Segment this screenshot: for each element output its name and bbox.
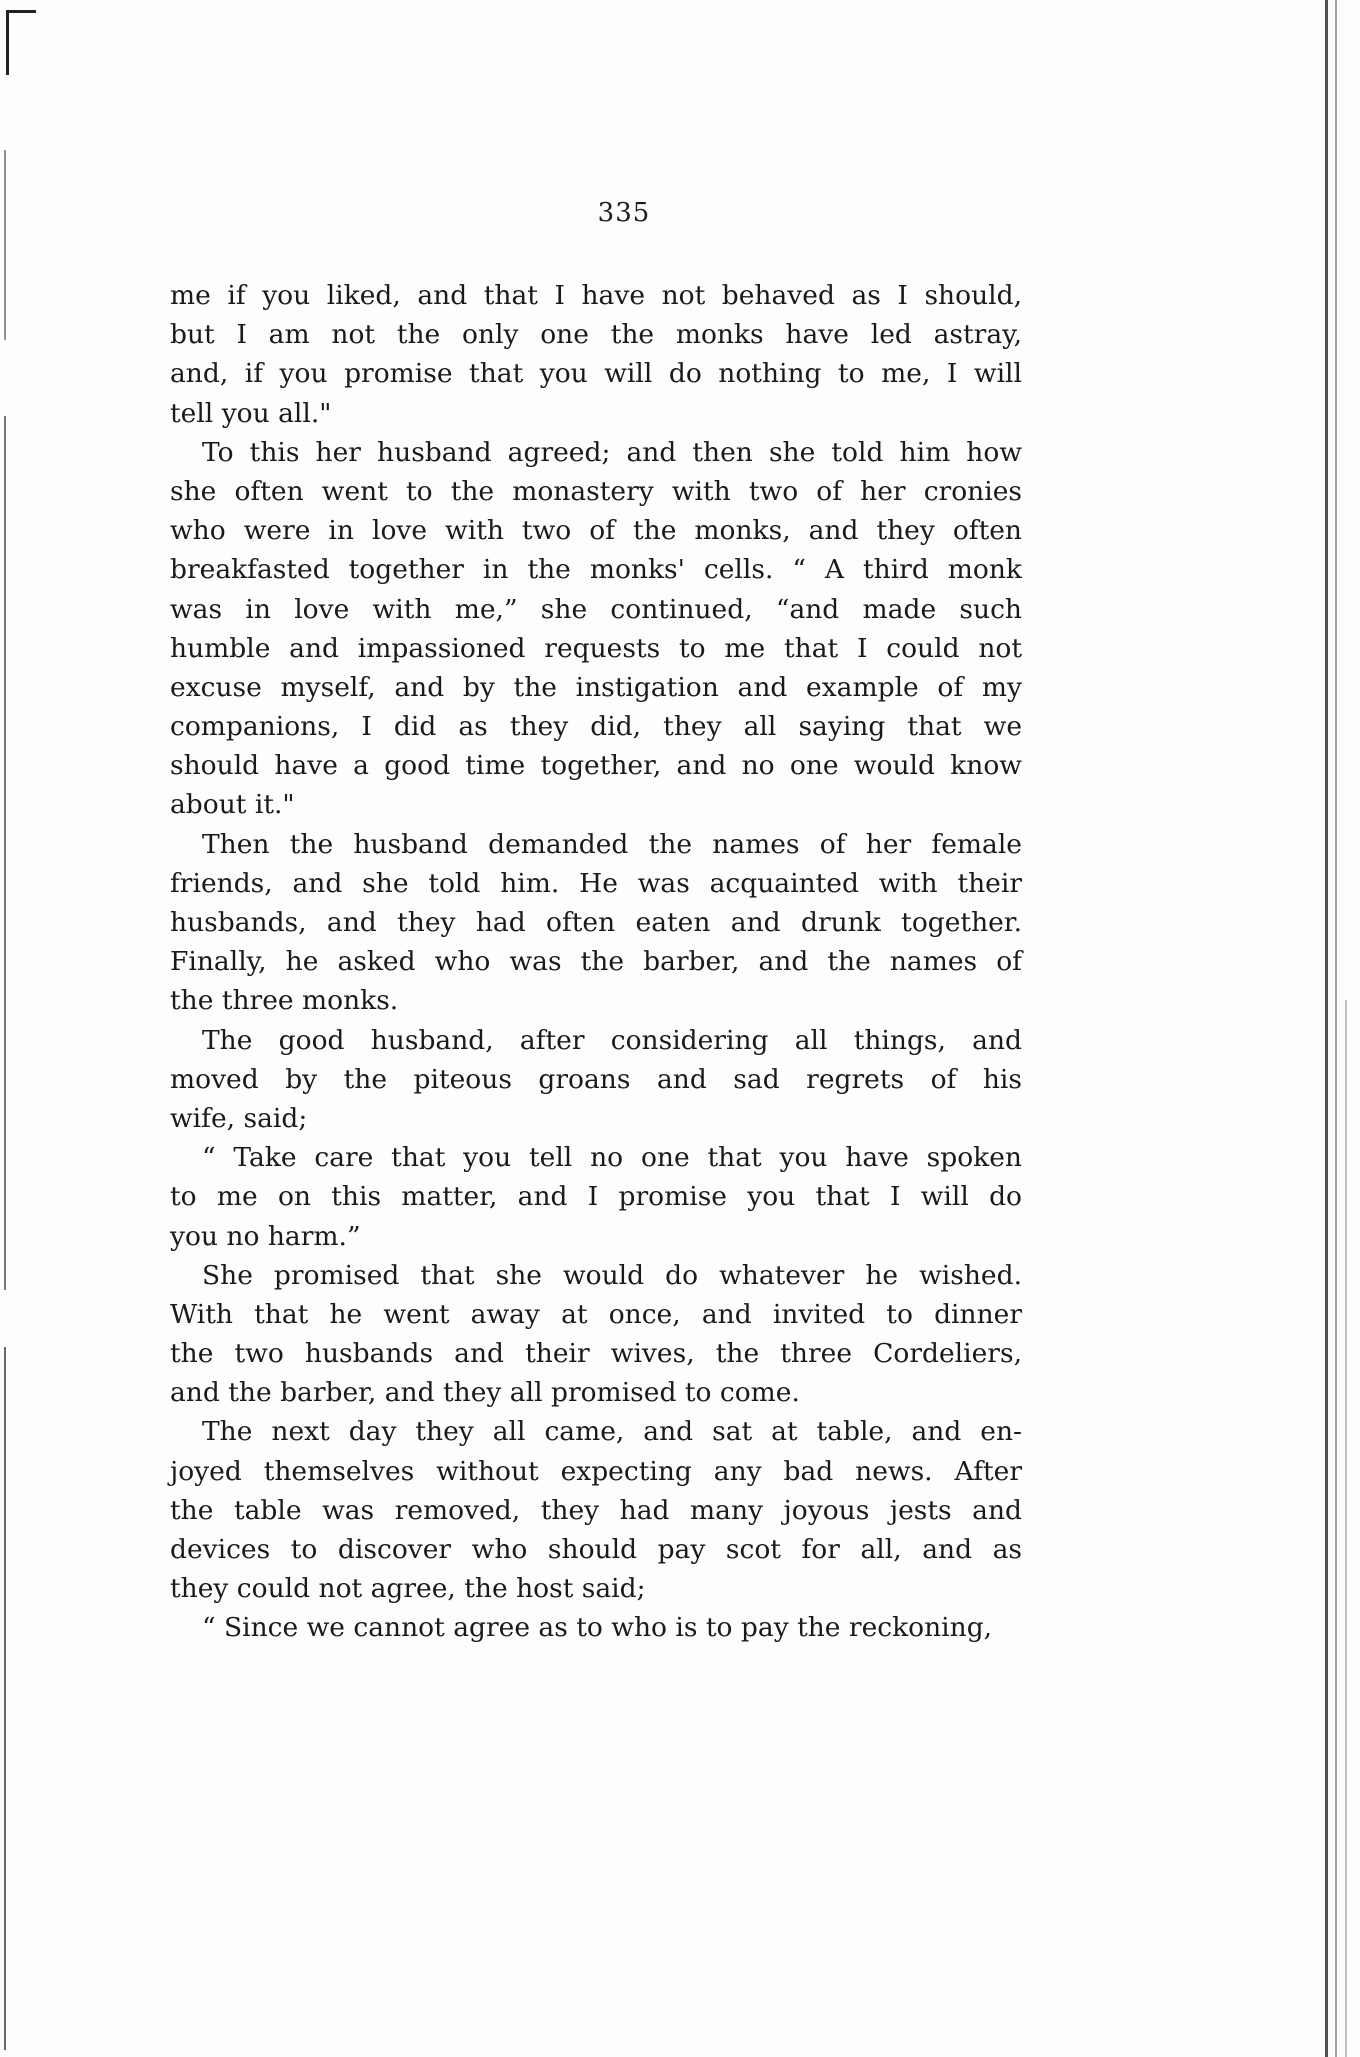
text-line: “ Since we cannot agree as to who is to pay the reckoning, — [202, 1612, 993, 1644]
text-line: breakfasted together in the monks' cells. “ A third monk — [170, 554, 1022, 586]
text-line: she often went to the monastery with two of her cronies — [170, 475, 1022, 507]
text-line: friends, and she told him. He was acquainted with their — [170, 867, 1022, 899]
text-line: devices to discover who should pay scot for all, and as — [170, 1534, 1022, 1565]
text-line: With that he went away at once, and invited to dinner — [170, 1298, 1022, 1330]
scan-corner-mark-vertical — [6, 10, 9, 75]
text-line: me if you liked, and that I have not behaved as I should, — [170, 280, 1022, 311]
text-line: To this her husband agreed; and then she told him how — [202, 436, 1022, 468]
text-line: the table was removed, they had many joyous jests and — [170, 1494, 1022, 1526]
text-line: and, if you promise that you will do nothing to me, I will — [170, 358, 1022, 390]
text-line: “ Take care that you tell no one that you have spoken — [202, 1142, 1022, 1174]
body-text — [170, 276, 1022, 1648]
text-line: to me on this matter, and I promise you that I will do — [170, 1181, 1022, 1213]
text-line: excuse myself, and by the instigation and example of my — [170, 671, 1022, 703]
scan-right-edge-inner — [1335, 0, 1337, 2057]
text-line: but I am not the only one the monks have led astray, — [170, 319, 1022, 351]
text-line: humble and impassioned requests to me that I could not — [170, 632, 1022, 664]
scan-right-edge-outer — [1345, 1000, 1347, 2057]
scan-right-edge — [1325, 0, 1328, 2057]
text-line: The next day they all came, and sat at table, and en- — [202, 1416, 1022, 1448]
text-line: about it." — [170, 789, 295, 821]
text-line: moved by the piteous groans and sad regrets of his — [170, 1063, 1022, 1095]
text-line: Then the husband demanded the names of her female — [202, 828, 1022, 860]
text-line: tell you all." — [170, 397, 332, 429]
text-line: should have a good time together, and no one would know — [170, 750, 1022, 782]
text-line: She promised that she would do whatever he wished. — [202, 1259, 1022, 1291]
text-line: joyed themselves without expecting any bad news. After — [170, 1455, 1022, 1487]
text-line: Finally, he asked who was the barber, and the names of — [170, 946, 1022, 978]
text-line: they could not agree, the host said; — [170, 1573, 646, 1605]
text-line: the two husbands and their wives, the three Cordeliers, — [170, 1338, 1022, 1370]
text-line: wife, said; — [170, 1102, 308, 1134]
scan-corner-mark — [6, 10, 36, 13]
text-line: and the barber, and they all promised to come. — [170, 1377, 800, 1409]
text-line: who were in love with two of the monks, and they often — [170, 515, 1022, 547]
text-line: you no harm.” — [170, 1220, 361, 1252]
text-line: companions, I did as they did, they all saying that we — [170, 711, 1022, 743]
scan-left-edge — [4, 150, 6, 2050]
text-line: the three monks. — [170, 985, 399, 1017]
text-line: was in love with me,” she continued, “and made such — [170, 593, 1022, 625]
text-line: husbands, and they had often eaten and drunk together. — [170, 907, 1022, 938]
text-line: The good husband, after considering all things, and — [202, 1024, 1022, 1056]
page-number: 335 — [597, 198, 651, 228]
